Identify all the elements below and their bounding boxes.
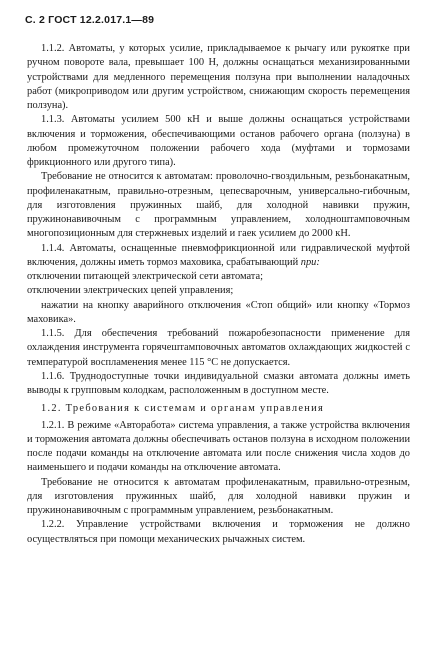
page-header: С. 2 ГОСТ 12.2.017.1—89 (25, 14, 155, 26)
clause-1-1-4 (27, 242, 410, 271)
clause-1-1-6: 1.1.6. Труднодоступные точки индивидуальной смазки автомата должны иметь выводы к групповым колодкам, расположенным в доступном месте. (27, 370, 410, 396)
clause-1-2-1: 1.2.1. В режиме «Авторабота» система управления, а также устройства включения и торможения автомата должны обеспечивать останов ползуна в исходном положении после подачи команды на отключение автомата или после снижения числа ходов до наименьшего и подачи команды на отключение автомата. (27, 419, 410, 474)
document-body (27, 42, 410, 547)
condition-item-3: нажатии на кнопку аварийного отключения «Стоп общий» или кнопку «Тормоз маховика». (27, 299, 410, 325)
clause-1-1-5: 1.1.5. Для обеспечения требований пожаробезопасности применение для охлаждения инструмента горячештамповочных автоматов охлаждающих жидкостей с температурой воспламенения менее 115 °С не допускается. (27, 328, 410, 368)
clause-1-2-2: 1.2.2. Управление устройствами включения и торможения не должно осуществляться при помощи механических рычажных систем. (27, 519, 410, 545)
condition-item-1: отключении питающей электрической сети автомата; (27, 271, 263, 282)
section-heading-1-2: 1.2. Требования к системам и органам управления (41, 403, 325, 415)
clause-1-2-1-exception: Требование не относится к автоматам профиленакатным, правильно-отрезным, для изготовления пружинных шайб, для холодной навивки пружин и пружинонавивочным с программным управлением, резьбонакатным. (27, 476, 410, 516)
clause-1-1-3: 1.1.3. Автоматы усилием 500 кН и выше должны оснащаться устройствами включения и торможения, обеспечивающими останов рабочего органа (ползуна) в любом промежуточном положении рабочего хода (муфтами и тормозами фрикционного или другого типа). (27, 114, 410, 168)
clause-1-1-2: 1.1.2. Автоматы, у которых усилие, прикладываемое к рычагу или рукоятке при ручном повороте вала, превышает 100 Н, должны оснащаться механизированными устройствами для медленного перемещения ползуна при выполнении наладочных работ (микроприводом или другим устройством, снижающим скорость перемещения ползуна). (27, 43, 410, 111)
clause-1-1-4-text: 1.1.4. Автоматы, оснащенные пневмофрикционной или гидравлической муфтой включения, должны иметь тормоз маховика, срабатывающий (27, 242, 410, 268)
clause-1-1-3-exception: Требование не относится к автоматам: проволочно-гвоздильным, резьбонакатным, профиленакатным, правильно-отрезным, цепесварочным, универсально-гибочным, для изготовления пружинных шайб, для холодной навивки пружин, пружинонавивочным с программным управлением, холодноштамповочным многопозиционным для стержневых изделий и гаек усилием до 2000 кН. (27, 171, 410, 240)
condition-item-2: отключении электрических цепей управления; (27, 285, 234, 297)
clause-1-1-4-emphasis: при: (300, 256, 320, 268)
